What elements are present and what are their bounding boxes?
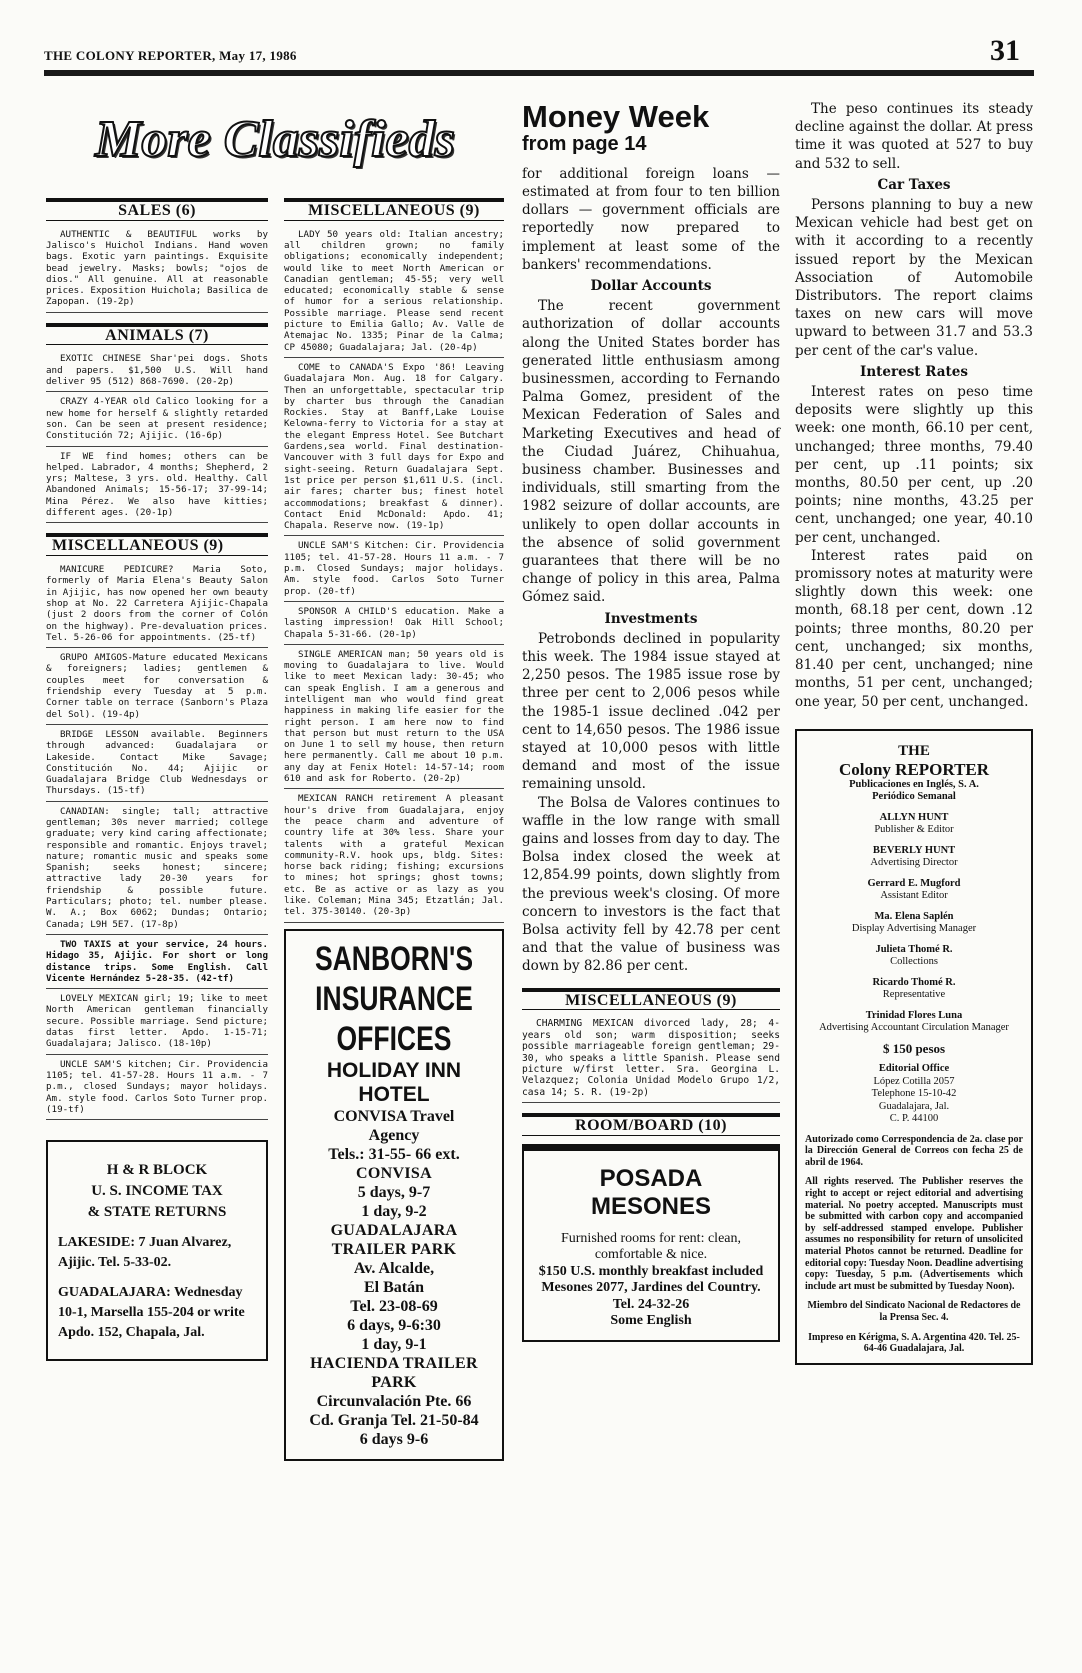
sanborn-title: OFFICES [336,1019,452,1058]
room-board-heading: ROOM/BOARD (10) [522,1113,780,1136]
posada-title: MESONES [590,1192,712,1220]
staff-publisher: Publicaciones en Inglés, S. A. [849,778,979,790]
classified-ad: GRUPO AMIGOS-Mature educated Mexicans & foreigners; ladies; gentlemen & couples meet for conversation & friendship every Tuesday at 5 p.m. Corner table on terrace (Sanborn's Plaza del Sol). (19-4p) [46,652,268,725]
page-number: 31 [990,34,1020,67]
article-paragraph: Persons planning to buy a new Mexican vehicle had best get on with it according to a recently issued report by the Mexican Association of Automobile Distributors. The report claims taxes on new cars will move upward to between 31.7 and 53.3 per cent of the car's value. [795,197,1033,359]
sanborn-title: SANBORN'S [314,939,474,978]
sanborn-line: GUADALAJARA [330,1221,458,1239]
posada-line: Furnished rooms for rent: clean, comfortable & nice. [560,1230,741,1263]
sanborn-location: HOLIDAY INN [326,1058,462,1082]
classified-ad: MEXICAN RANCH retirement A pleasant hour's drive from Guadalajara, enjoy the peace charm and adventure of country life at 30% less. Share your talents with a grateful Mexican community-R.V. hook ups, bldg. Sites: horse back riding; fishing; excursions to mines; hot springs; ghost towns; etc. Be as active or as lazy as you like. Coleman; Mina 345; Etzatlán; Jal. tel. 375-30140. (20-3p) [284,793,504,922]
staff-name: Trinidad Flores Luna [865,1009,963,1021]
classified-ad: TWO TAXIS at your service, 24 hours. Hidago 35, Ajijic. For short or long distance trips. Some English. Call Vicente Hernández 5-28-35. (42-tf) [46,939,268,989]
staff-office: López Cotilla 2057 [873,1075,955,1087]
staff-role: Display Advertising Manager [851,923,977,935]
classified-ad: MANICURE PEDICURE? Maria Soto, formerly of Maria Elena's Beauty Salon in Ajijic, has now opened her own beauty shop at No. 22 Carretera Ajijic-Chapala (just 2 doors from the corner of Colón on the highway). Pre-devaluation prices. Tel. 5-26-06 for appointments. (25-tf) [46,564,268,648]
hr-block-line: & STATE RETURNS [87,1204,227,1221]
classified-ad: UNCLE SAM'S Kitchen: Cir. Providencia 1105; tel. 41-57-28. Hours 11 a.m. - 7 p.m. Closed Sundays; major holidays. Am. style food. Carlos Soto Turner prop. (20-tf) [284,540,504,601]
classified-ad: CANADIAN: single; tall; attractive gentleman; 30s never married; college graduate; very kind caring affectionate; responsible and romantic. Enjoys travel; nature; romantic music and speaks some Spanish; seeks honest; sincere; attractive lady 20-30 years for friendship & possible future. Particulars; photo; tel. number please. W. A.; Box 6062; Dundas; Ontario; Canada; L9H 5E7. (17-8p) [46,806,268,935]
money-week-jump: from page 14 [522,133,647,155]
sanborn-line: CONVISA [356,1164,432,1182]
hr-block-line: H & R BLOCK [106,1162,208,1179]
column-2 [284,188,504,1461]
sanborn-title: INSURANCE [315,979,473,1018]
sanborn-line: Cd. Granja Tel. 21-50-84 [309,1411,479,1429]
staff-name: Ricardo Thomé R. [872,976,956,988]
article-paragraph: The peso continues its steady decline against the dollar. At press time it was quoted at 527 to buy and 532 to sell. [795,101,1033,172]
staff-price: $ 150 pesos [882,1040,946,1056]
classified-ad: EXOTIC CHINESE Shar'pei dogs. Shots and papers. $1,500 U.S. Will hand deliver 95 (512) 868-7690. (20-2p) [46,353,268,392]
article-subhead: Investments [604,610,698,627]
sanborn-line: Agency [368,1126,420,1144]
sanborn-line: 5 days, 9-7 [357,1183,431,1201]
article-subhead: Dollar Accounts [590,277,712,294]
sanborn-line: Tel. 23-08-69 [350,1297,438,1315]
classified-ad: UNCLE SAM'S kitchen; Cir. Providencia 1105; tel. 41-57-28. Hours 11 a.m. - 7 p.m., closed Sundays; mayor holidays. Am. style food. Carlos Soto Turner prop. (19-tf) [46,1059,268,1120]
staff-rights: All rights reserved. The Publisher reserves the right to accept or reject editorial and advertising material. No poetry accepted. Manuscripts must be submitted with carbon copy and accompanied by self-addressed stamped envelope. Publisher assumes no responsibility for return of unsolicited material Photos cannot be returned. Deadline for editorial copy: Tuesday Noon. Deadline advertising copy: Tuesday, 5 p.m. (Advertisements which include art must be submitted by Tuesday Noon). [805,1176,1023,1292]
masthead-title: THE COLONY REPORTER, May 17, 1986 [44,48,297,63]
staff-publisher: Periódico Semanal [872,791,956,803]
staff-name: Ma. Elena Saplén [874,910,954,922]
article-subhead: Car Taxes [877,176,951,193]
article-paragraph: The Bolsa de Valores continues to waffle in the low range with small gains and losses from day to day. The Bolsa index closed the week at 12,854.99 points, down slightly from the previous week's closing. Of more concern to investors is the fact that Bolsa activity fell by 42.78 per cent and that the value of business was down by 82.86 per cent. [522,794,780,975]
staff-office: Editorial Office [878,1063,950,1075]
article-paragraph: Interest rates paid on promissory notes at maturity were slightly down this week: one month, 68.18 per cent, down .12 points; three months, 80.20 per cent, unchanged; six months, 81.40 per cent, unchanged; nine months, 51 per cent, unchanged; one year, 50 per cent, unchanged. [795,547,1033,710]
staff-role: Assistant Editor [880,890,948,902]
staff-name: Julieta Thomé R. [875,943,953,955]
column-1 [46,188,268,1361]
classified-ad: AUTHENTIC & BEAUTIFUL works by Jalisco's Huichol Indians. Hand woven bags. Exotic yarn paintings. Exquisite bead jewelry. Masks; bowls; "ojos de dios." All genuine. All at reasonable prices. Exposition Huichola; Basilica de Zapopan. (19-2p) [46,229,268,313]
staff-name: BEVERLY HUNT [872,844,956,856]
posada-mesones-ad [522,1144,780,1342]
staff-authorization: Autorizado como Correspondencia de 2a. clase por la Dirección General de Correos con fecha 25 de abril de 1964. [805,1133,1023,1168]
classified-ad: LOVELY MEXICAN girl; 19; like to meet North American gentleman financially secure. Possible marriage. Send picture; datas first letter. Apdo. 1-15-71; Guadalajara; Jalisco. (18-10p) [46,993,268,1054]
sanborn-line: Av. Alcalde, [353,1259,435,1277]
misc-heading: MISCELLANEOUS (9) [46,533,268,556]
sanborn-line: CONVISA Travel [333,1107,455,1125]
staff-role: Publisher & Editor [874,824,954,836]
posada-line: Tel. 24-32-26 [612,1296,690,1312]
staff-office: C. P. 44100 [889,1113,939,1125]
article-paragraph: for additional foreign loans — estimated at from four to ten billion dollars — government officials are reportedly now prepared to implement at least some of the bankers' recommendations. [522,165,780,273]
section-title: More Classifieds [95,111,455,168]
article-paragraph: Petrobonds declined in popularity this week. The 1984 issue stayed at 2,250 pesos. The 1985 issue rose by three per cent to 2,006 pesos while the 1985-1 issue declined .042 per cent to 14,650 pesos. The 1986 issue stayed at 10,000 pesos with little demand and most of the issue remaining unsold. [522,630,780,793]
sanborn-line: 1 day, 9-1 [361,1335,427,1353]
sanborn-line: PARK [371,1373,417,1391]
sanborn-line: Circunvalación Pte. 66 [316,1392,472,1410]
hr-block-lakeside: LAKESIDE: 7 Juan Alvarez, Ajijic. Tel. 5-33-02. [58,1235,232,1271]
sanborn-line: Tels.: 31-55- 66 ext. [328,1145,460,1163]
classified-ad: SINGLE AMERICAN man; 50 years old is moving to Guadalajara to live. Would like to meet Mexican lady: 30-45; who can speak English. I am a generous and intelligent man who would find great happiness in making life easier for the right person. I am here now to find that person but must return to the USA on June 1 to sell my house, then return here permanently. Call me about 10 p.m. any day at Fenix Hotel: 14-57-14; room 610 and ask for Roberto. (20-2p) [284,649,504,790]
animals-heading: ANIMALS (7) [46,323,268,346]
posada-body [532,1231,770,1330]
misc-heading: MISCELLANEOUS (9) [284,198,504,221]
staff-title: THE [898,742,930,759]
money-week-headline: Money Week [522,99,710,134]
sanborn-line: 6 days 9-6 [359,1430,429,1448]
hr-block-line: U. S. INCOME TAX [91,1183,223,1200]
sanborn-line: El Batán [363,1278,424,1296]
staff-member: Miembro del Sindicato Nacional de Redactores de la Prensa Sec. 4. [807,1300,1021,1324]
staff-office: Guadalajara, Jal. [878,1100,950,1112]
article-paragraph: The recent government authorization of dollar accounts along the United States border has generated little enthusiasm among businessmen, according to Fernando Palma Gomez, president of the Mexican Federation of Sales and Marketing Executives and head of the Ciudad Juárez, Chihuahua, business chamber. Businesses and individuals, still smarting from the 1982 seizure of dollar accounts, are unlikely to open dollar accounts in the absence of solid government guarantees that there will be no change of policy in this area, Palma Gómez said. [522,298,780,606]
hr-block-guadalajara: GUADALAJARA: Wednesday 10-1, Marsella 155-204 or write Apdo. 152, Chapala, Jal. [58,1285,245,1341]
misc-heading: MISCELLANEOUS (9) [522,988,780,1011]
column-3 [522,100,780,1342]
sanborn-line: 1 day, 9-2 [361,1202,427,1220]
classified-ad: CRAZY 4-YEAR old Calico looking for a new home for herself & slightly retarded son. Can be seen at present residence; Constitución 72; Ajijic. (16-6p) [46,396,268,446]
posada-line: $150 U.S. monthly breakfast included Mesones 2077, Jardines del Country. [538,1263,764,1296]
staff-role: Advertising Director [870,857,958,869]
staff-title: Colony REPORTER [838,759,990,779]
staff-role: Collections [890,956,938,968]
classified-ad: CHARMING MEXICAN divorced lady, 28; 4-years old son; warm disposition; seeks possible marriageable foreign gentleman; 29-30, who speaks a little Spanish. Please send picture w/first letter. Sra. Georgina L. Velazquez; Colonia Unidad Modelo Grupo 1/2, casa 14; S. R. (19-2p) [522,1018,780,1103]
sanborn-line: TRAILER PARK [331,1240,457,1258]
staff-office: Telephone 15-10-42 [871,1088,957,1100]
classified-ad: COME to CANADA'S Expo '86! Leaving Guadalajara Mon. Aug. 18 for Calgary. Then an unforgettable, spectacular trip by charter bus through the Canadian Rockies. Stay at Banff,Lake Louise Kelowna-ferry to Victoria for a stay at the elegant Empress Hotel. See Butchart Gardens,sea world. Final destination-Vancouver with 3 full days for Expo and sight-seeing. Return Guadalajara Sept. 1st price per person $1,611 U.S. (incl. air fares; charter bus; finest hotel accommodations; breakfast & dinner). Contact Enid McDonald: Apdo. 41; Chapala. Reserve now. (19-1p) [284,362,504,536]
staff-printer: Impreso en Kérigma, S. A. Argentina 420. Tel. 25-64-46 Guadalajara, Jal. [808,1331,1020,1355]
staff-role: Advertising Accountant Circulation Manager [819,1022,1009,1034]
posada-title: POSADA [599,1164,703,1192]
classified-ad: IF WE find homes; others can be helped. Labrador, 4 months; Shepherd, 2 yrs; Maltese, 3 yrs. old. Healthy. Call Abandoned Animals; 15-56-17; 37-99-14; Mina Pérez. We also have kitties; different ages. (20-1p) [46,451,268,524]
staff-role: Representative [882,989,946,1001]
column-4 [795,100,1033,1365]
posada-line: Some English [610,1313,692,1329]
classified-ad: LADY 50 years old: Italian ancestry; all children grown; no family obligations; economically independent; would like to meet North American or Canadian gentleman; 45-55; very well educated; economically stable & sense of humor for a serious relationship. Possible marriage. Please send recent picture to Emilia Gallo; Av. Valle de Atemajac No. 1335; Pinar de la Calma; CP 45080; Guadalajara; Jal. (20-4p) [284,229,504,358]
sales-heading: SALES (6) [46,198,268,221]
sanborn-line: 6 days, 9-6:30 [347,1316,441,1334]
staff-name: Gerrard E. Mugford [867,877,961,889]
classified-ad: BRIDGE LESSON available. Beginners through advanced: Guadalajara or Lakeside. Contact Mike Savage; Constitución No. 44; Ajijic or Guadalajara Bridge Club Wednesdays or Thursdays. (15-tf) [46,729,268,802]
article-subhead: Interest Rates [860,363,968,380]
classified-ad: SPONSOR A CHILD'S education. Make a lasting impression! Oak Hill School; Chapala 5-31-66. (20-1p) [284,606,504,645]
sanborn-location: HOTEL [358,1082,430,1106]
hr-block-ad [46,1140,268,1361]
sanborns-insurance-ad [284,929,504,1461]
masthead-rule [44,70,1034,76]
article-paragraph: Interest rates on peso time deposits were slightly up this week: one month, 66.10 per cent, unchanged; three months, 79.40 per cent, up .11 points; six months, 80.50 per cent, up .20 points; nine months, 43.25 per cent, unchanged; one year, 40.10 per cent, unchanged. [795,384,1033,546]
staff-box [795,729,1033,1365]
sanborn-line: HACIENDA TRAILER [310,1354,478,1372]
staff-name: ALLYN HUNT [879,811,949,823]
